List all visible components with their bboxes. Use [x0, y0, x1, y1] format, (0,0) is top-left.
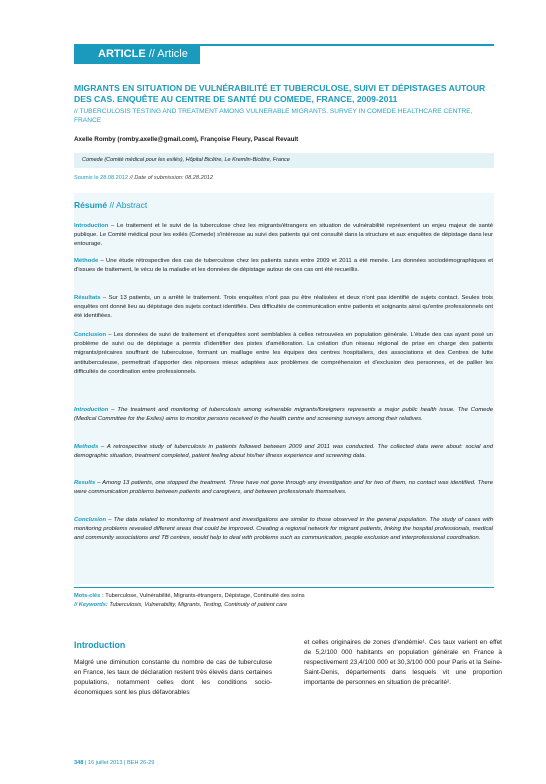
- authors: Axelle Romby (romby.axelle@gmail.com), Françoise Fleury, Pascal Revault: [74, 136, 299, 143]
- keywords-fr: [74, 592, 494, 600]
- abstract-section-text: – Among 13 patients, one stopped the treatment. Three have not gone through any investigation and for two of them, no contact was identified. There were communication problems between patients and caregivers, and between professionals themselves.: [74, 480, 493, 496]
- keywords-en: [74, 601, 494, 609]
- abstract-section-label: Méthode: [74, 258, 99, 264]
- abstract-section-label: Introduction: [74, 223, 109, 229]
- abstract-section-label: Methods: [74, 444, 99, 450]
- issue-info: | 16 juillet 2013 | BEH 26-29: [83, 760, 155, 766]
- abstract-section-text: – The treatment and monitoring of tuberculosis among vulnerable migrants/foreigners represents a major public health issue. The Comede (Medical Committee for the Exiles) aims to monitor persons received in the health centre and screening surveys among their relatives.: [74, 407, 493, 423]
- keywords-fr-text: Tuberculose, Vulnérabilité, Migrants-étrangers, Dépistage, Continuité des soins: [103, 593, 305, 599]
- introduction-column-2: et celles originaires de zones d'endémie¹. Ces taux varient en effet de 5,2/100 000 habitants en population générale en France à respectivement 23,4/100 000 et 30,3/100 000 pour Paris et la Seine-Saint-Denis, départements dans lesquels vit une proportion importante de personnes en situation de précarité².: [304, 639, 502, 686]
- keywords-fr-label: Mots-clés :: [74, 593, 104, 599]
- submission-date-en: // Date of submission: 08.28.2012: [128, 175, 214, 181]
- abstract-section-text: – Le traitement et le suivi de la tuberculose chez les migrants/étrangers en situation de vulnérabilité représentent un enjeu majeur de santé publique. Le Comité médical pour les exilés (Comede) s'intéresse au suivi des patients qui ont consulté dans la structure et aux enquêtes de dépistage dans leur entourage.: [74, 223, 493, 248]
- abstract-fr-methode: [74, 257, 493, 275]
- abstract-section-label: Results: [74, 480, 96, 486]
- abstract-fr-introduction: [74, 222, 493, 250]
- abstract-en-methods: [74, 443, 493, 461]
- abstract-en-conclusion: [74, 516, 493, 544]
- abstract-section-label: Conclusion: [74, 517, 107, 523]
- abstract-section-text: – Les données de suivi de traitement et d'enquêtes sont semblables à celles retrouvées en population générale. L'étude des cas ayant posé un problème de suivi ou de dépistage a permis d'identifier des pistes d'amélioration. La création d'un réseau régional de prise en charge des patients migrants/précaires souffrant de tuberculose, formant un maillage entre les équipes des centres hospitaliers, des associations et des Centres de lutte antituberculeuse, permettrait d'apporter des réponses mieux adaptées aux problèmes de compréhension et d'exclusion des personnes, et de pallier les difficultés de coordination entre professionnels.: [74, 332, 493, 375]
- abstract-heading: [74, 200, 147, 210]
- abstract-section-label: Introduction: [74, 407, 109, 413]
- abstract-section-text: – Une étude rétrospective des cas de tuberculose chez les patients suivis entre 2009 et 2011 a été menée. Les données sociodémographiques et d'issues de traitement, le vécu de la maladie et les données de dépistage autour de ces cas ont été recueillis.: [74, 258, 493, 274]
- keywords-en-text: Tuberculosis, Vulnerability, Migrants, Testing, Continuity of patient care: [107, 602, 288, 608]
- introduction-heading: Introduction: [74, 640, 126, 650]
- abstract-heading-en: // Abstract: [107, 200, 148, 210]
- abstract-en-introduction: [74, 406, 493, 424]
- introduction-column-1: Malgré une diminution constante du nombre de cas de tuberculose en France, les taux de déclaration restent très élevés dans certaines populations, notamment celles dont les conditions socio-économiques sont les plus défavorables: [74, 659, 272, 696]
- affiliation: Comede (Comité médical pour les exilés), Hôpital Bicêtre, Le Kremlin-Bicêtre, France: [74, 153, 494, 168]
- keywords-divider: [74, 587, 494, 588]
- keywords-en-label: // Keywords:: [74, 602, 108, 608]
- abstract-fr-conclusion: [74, 331, 493, 377]
- article-tab-rest: // Article: [145, 48, 188, 60]
- abstract-section-label: Résultats: [74, 295, 101, 301]
- abstract-section-text: – Sur 13 patients, un a arrêté le traitement. Trois enquêtes n'ont pas pu être réalisées et deux n'ont pas identifié de sujets contact. Seules trois enquêtes ont donné lieu au dépistage des sujets contact identifiés. Des difficultés de communication entre patients et soignants ainsi qu'entre professionnels ont été identifiées.: [74, 295, 493, 320]
- article-title: MIGRANTS EN SITUATION DE VULNÉRABILITÉ ET TUBERCULOSE, SUIVI ET DÉPISTAGES AUTOUR DES CAS. ENQUÊTE AU CENTRE DE SANTÉ DU COMEDE, FRANCE, 2009-2011: [74, 83, 486, 104]
- abstract-section-text: – A retrospective study of tuberculosis in patients followed between 2009 and 2011 was conducted. The collected data were about: social and demographic situation, treatment completed, patient feeling about his/her illness experience and screening data.: [74, 444, 493, 460]
- abstract-en-results: [74, 479, 493, 497]
- submission-date: [74, 174, 494, 182]
- article-subtitle-en: // TUBERCULOSIS TESTING AND TREATMENT AMONG VULNERABLE MIGRANTS. SURVEY IN COMEDE HEALTHCARE CENTRE, FRANCE: [74, 108, 473, 124]
- article-tab-bold: ARTICLE: [98, 48, 146, 60]
- page-footer: [74, 760, 154, 766]
- abstract-heading-fr: Résumé: [74, 200, 108, 210]
- page-number: 348: [74, 760, 84, 766]
- abstract-section-text: – The data related to monitoring of treatment and investigations are similar to those observed in the general population. The study of cases with monitoring problems revealed different areas that could be improved. Creating a regional network for migrant patients, linking the hospital professionals, medical and community associations and TB centres, would help to deal with problems such as communication, people exclusion and interprofessional coordination.: [74, 517, 493, 542]
- article-tab: [74, 44, 200, 64]
- submission-date-fr: Soumis le 28.08.2012: [74, 175, 129, 181]
- abstract-section-label: Conclusion: [74, 332, 107, 338]
- abstract-fr-resultats: [74, 294, 493, 322]
